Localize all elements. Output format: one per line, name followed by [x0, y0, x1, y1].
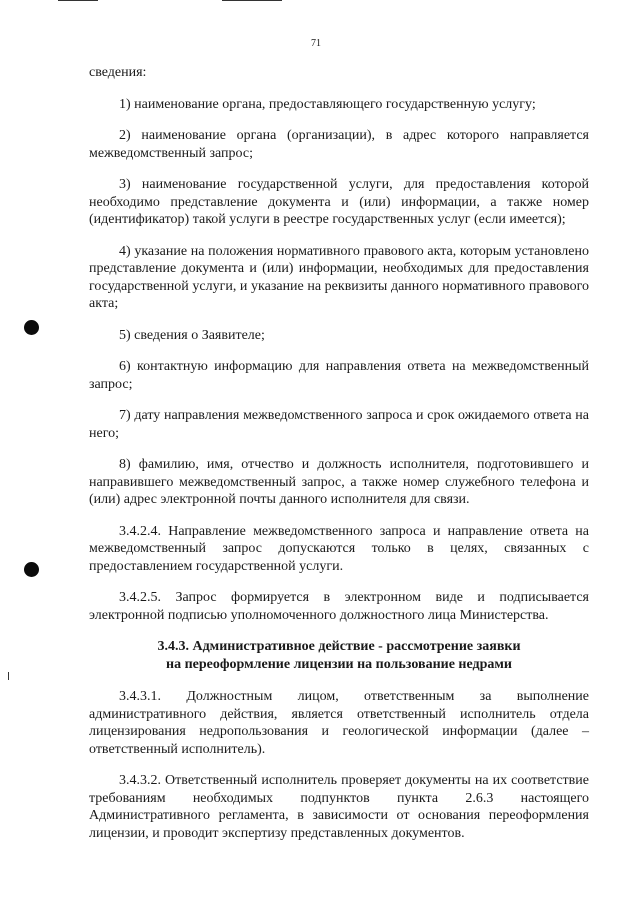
paragraph: сведения:	[89, 65, 147, 80]
list-item: 8) фамилию, имя, отчество и должность исполнителя, подготовившего и направившего межведомственный запрос, а также номер служебного телефона и (или) адрес электронной почты данного исполнителя для связи.	[89, 457, 589, 507]
paragraph: 3.4.2.4. Направление межведомственного запроса и направление ответа на межведомственный запрос допускаются только в целях, связанных с предоставлением государственной услуги.	[89, 523, 589, 574]
paragraph: 3.4.3.2. Ответственный исполнитель проверяет документы на их соответствие требованиям необходимых подпунктов пункта 2.6.3 настоящего Административного регламента, в зависимости от основания переоформления лицензии, и проводит экспертизу представленных документов.	[89, 773, 589, 841]
scan-mark-top	[58, 0, 98, 1]
list-item: 3) наименование государственной услуги, для предоставления которой необходимо представление документа и (или) информации, а также номер (идентификатор) такой услуги в реестре государственных услуг (если имеется);	[89, 177, 589, 227]
scan-mark-top-2	[222, 0, 282, 1]
list-item: 6) контактную информацию для направления ответа на межведомственный запрос;	[89, 359, 589, 392]
paragraph: 3.4.3.1. Должностным лицом, ответственным за выполнение административного действия, является ответственный исполнитель отдела лицензирования недропользования и геологической информации (далее – ответственный исполнитель).	[89, 689, 589, 757]
document-body	[89, 64, 589, 856]
list-item: 2) наименование органа (организации), в адрес которого направляется межведомственный запрос;	[89, 128, 589, 161]
section-heading	[89, 638, 589, 674]
list-item: 4) указание на положения нормативного правового акта, которым установлено представление документа и (или) информации, необходимых для предоставления государственной услуги, и указание на реквизиты данного нормативного правового акта;	[89, 243, 589, 311]
scan-mark-left	[8, 672, 9, 680]
punch-hole-top	[24, 320, 39, 335]
list-item: 7) дату направления межведомственного запроса и срок ожидаемого ответа на него;	[89, 408, 589, 441]
list-item: 5) сведения о Заявителе;	[119, 327, 265, 343]
paragraph: 3.4.2.5. Запрос формируется в электронном виде и подписывается электронной подписью уполномоченного должностного лица Министерства.	[89, 590, 589, 623]
section-heading-line-1: 3.4.3. Административное действие - рассмотрение заявки	[157, 639, 521, 654]
page-number: 71	[311, 38, 321, 49]
section-heading-line-2: на переоформление лицензии на пользование недрами	[166, 657, 512, 672]
list-item: 1) наименование органа, предоставляющего государственную услугу;	[119, 96, 536, 112]
punch-hole-bottom	[24, 562, 39, 577]
